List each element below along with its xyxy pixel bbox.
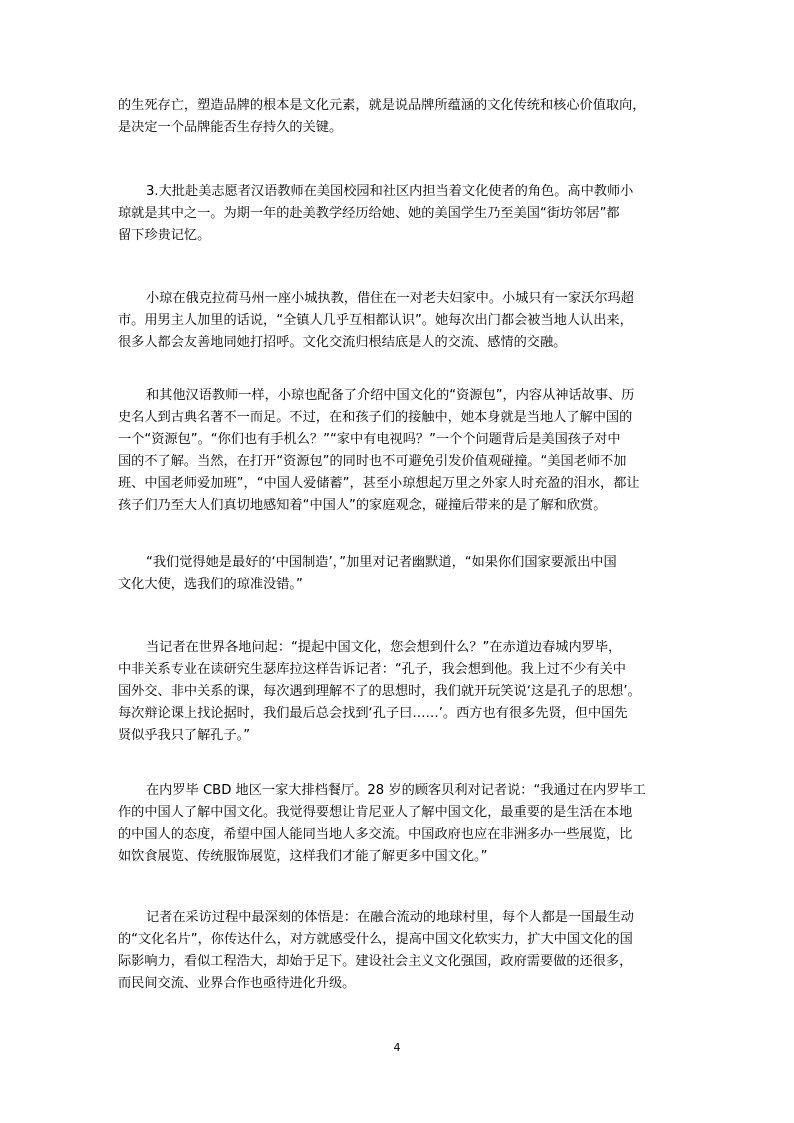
text-line: 班、中国老师爱加班”，“中国人爱储蓄”，甚至小琼想起万里之外家人时充盈的泪水，都让 [118, 476, 640, 491]
text-line: 史名人到古典名著不一而足。不过，在和孩子们的接触中，她本身就是当地人了解中国的 [118, 410, 633, 425]
text-line: 是决定一个品牌能否生存持久的关键。 [118, 120, 343, 135]
text-line: 国外交、非中关系的课，每次遇到理解不了的思想时，我们就开玩笑说‘这是孔子的思想’。 [118, 684, 641, 699]
text-line: 琼就是其中之一。为期一年的赴美教学经历给她、她的美国学生乃至美国“街坊邻居”都 [118, 206, 620, 221]
text-line: 贤似乎我只了解孔子。” [118, 728, 251, 743]
paragraph-5 [118, 552, 678, 596]
paragraph-1 [118, 95, 678, 139]
text-line: 每次辩论课上找论据时，我们最后总会找到‘孔子曰……’。西方也有很多先贤，但中国先 [118, 706, 628, 721]
text-line: 3.大批赴美志愿者汉语教师在美国校园和社区内担当着文化使者的角色。高中教师小 [146, 184, 634, 199]
text-line: 的中国人的态度，希望中国人能同当地人多交流。中国政府也应在非洲多办一些展览，比 [118, 827, 633, 842]
text-line: 留下珍贵记忆。 [118, 228, 211, 243]
text-line: 记者在采访过程中最深刻的体悟是：在融合流动的地球村里，每个人都是一国最生动 [146, 910, 634, 925]
text-line: 当记者在世界各地问起：“提起中国文化，您会想到什么？”在赤道边春城内罗毕， [146, 640, 622, 655]
paragraph-8 [118, 907, 678, 995]
text-line: “我们觉得她是最好的‘中国制造’，”加里对记者幽默道，“如果你们国家要派出中国 [146, 555, 617, 570]
text-line: 的生死存亡，塑造品牌的根本是文化元素，就是说品牌所蕴涵的文化传统和核心价值取向， [118, 98, 646, 113]
text-line: 小琼在俄克拉荷马州一座小城执教，借住在一对老夫妇家中。小城只有一家沃尔玛超 [146, 291, 634, 306]
text-line: 一个“资源包”。“你们也有手机么？”“家中有电视吗？”一个个问题背后是美国孩子对中 [118, 432, 621, 447]
text-line: 际影响力，看似工程浩大，却始于足下。建设社会主义文化强国，政府需要做的还很多， [118, 954, 633, 969]
text-line: 和其他汉语教师一样，小琼也配备了介绍中国文化的“资源包”，内容从神话故事、历 [146, 388, 635, 403]
text-line: 而民间交流、业界合作也亟待进化升级。 [118, 976, 356, 991]
paragraph-6 [118, 637, 678, 747]
text-line: 在内罗毕 CBD 地区一家大排档餐厅。28 岁的顾客贝利对记者说：“我通过在内罗毕工 [146, 783, 646, 798]
page-number: 4 [393, 1041, 401, 1054]
paragraph-7 [118, 780, 678, 868]
text-line: 国的不了解。当然，在打开“资源包”的同时也不可避免引发价值观碰撞。“美国老师不加 [118, 454, 627, 469]
text-line: 市。用男主人加里的话说，“全镇人几乎互相都认识”。她每次出门都会被当地人认出来， [118, 313, 633, 328]
text-line: 作的中国人了解中国文化。我觉得要想让肯尼亚人了解中国文化，最重要的是生活在本地 [118, 805, 633, 820]
paragraph-4 [118, 385, 678, 517]
text-line: 很多人都会友善地同她打招呼。文化交流归根结底是人的交流、感情的交融。 [118, 335, 567, 350]
text-line: 的“文化名片”，你传达什么，对方就感受什么，提高中国文化软实力，扩大中国文化的国 [118, 932, 633, 947]
text-line: 孩子们乃至大人们真切地感知着“中国人”的家庭观念，碰撞后带来的是了解和欣赏。 [118, 498, 607, 513]
paragraph-2 [118, 181, 678, 247]
text-line: 如饮食展览、传统服饰展览，这样我们才能了解更多中国文化。” [118, 849, 488, 864]
text-line: 文化大使，选我们的琼准没错。” [118, 577, 303, 592]
paragraph-3 [118, 288, 678, 354]
text-line: 中非关系专业在读研究生瑟库拉这样告诉记者：“孔子，我会想到他。我上过不少有关中 [118, 662, 626, 677]
